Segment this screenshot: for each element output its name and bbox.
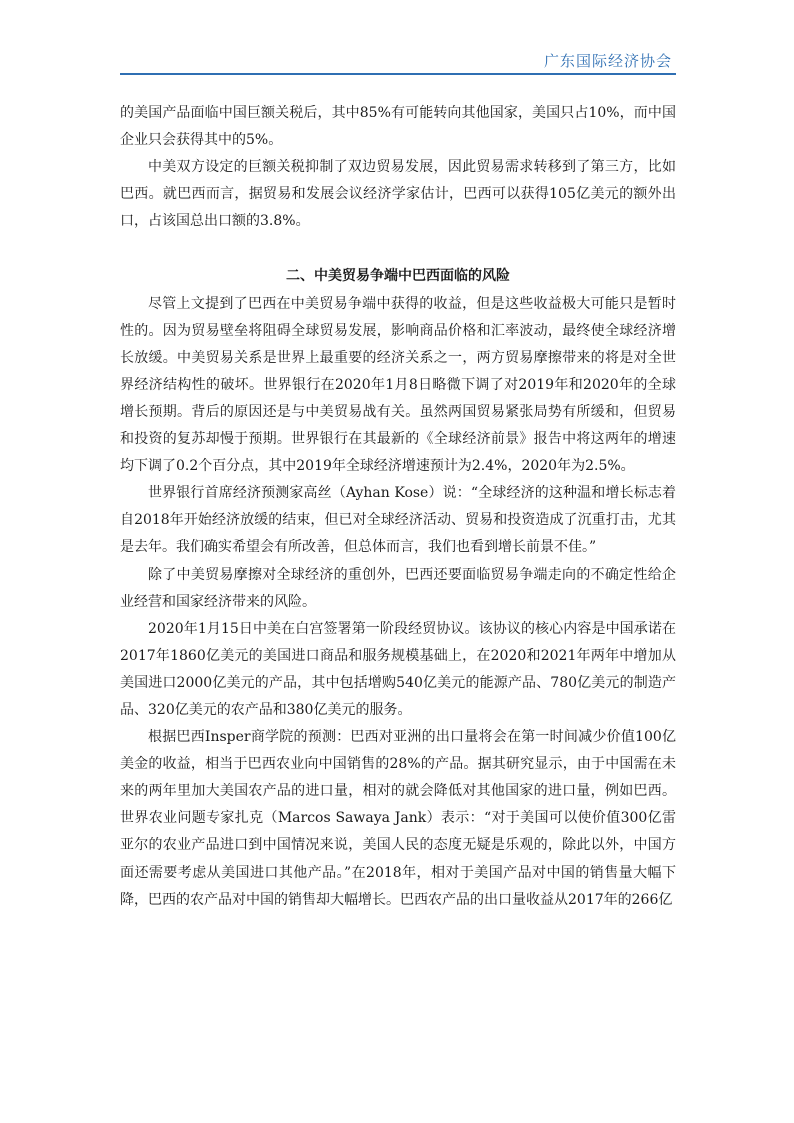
section-spacer xyxy=(120,235,676,263)
paragraph-phase-one-deal: 2020年1月15日中美在白宫签署第一阶段经贸协议。该协议的核心内容是中国承诺在2017年1860亿美元的美国进口商品和服务规模基础上，在2020和2021年两年中增加从美国进口2000亿美元的产品，其中包括增购540亿美元的能源产品、780亿美元的制造产品、320亿美元的农产品和380亿美元的服务。 xyxy=(120,620,676,718)
header-divider xyxy=(120,73,676,75)
paragraph-continued: 的美国产品面临中国巨额关税后，其中85%有可能转向其他国家，美国只占10%，而中国企业只会获得其中的5%。 xyxy=(120,105,676,149)
paragraph-world-bank-quote: 世界银行首席经济预测家高丝（Ayhan Kose）说：“全球经济的这种温和增长标志着自2018年开始经济放缓的结束，但已对全球经济活动、贸易和投资造成了沉重打击，尤其是去年。我们确实希望会有所改善，但总体而言，我们也看到增长前景不佳。” xyxy=(120,485,676,556)
header-org-name: 广东国际经济协会 xyxy=(543,52,672,70)
paragraph-uncertainty-risk: 除了中美贸易摩擦对全球经济的重创外，巴西还要面临贸易争端走向的不确定性给企业经营和国家经济带来的风险。 xyxy=(120,566,676,610)
section-heading: 二、中美贸易争端中巴西面临的风险 xyxy=(286,268,510,285)
page-header xyxy=(120,44,676,74)
paragraph-trade-diversion: 中美双方设定的巨额关税抑制了双边贸易发展，因此贸易需求转移到了第三方，比如巴西。就巴西而言，据贸易和发展会议经济学家估计，巴西可以获得105亿美元的额外出口，占该国总出口额的3.8%。 xyxy=(120,159,676,230)
paragraph-insper-forecast: 根据巴西Insper商学院的预测：巴西对亚洲的出口量将会在第一时间减少价值100亿美金的收益，相当于巴西农业向中国销售的28%的产品。据其研究显示，由于中国需在未来的两年里加大美国农产品的进口量，相对的就会降低对其他国家的进口量，例如巴西。世界农业问题专家扎克（Marcos Sawaya Jank）表示：“对于美国可以使价值300亿雷亚尔的农业产品进口到中国情况来说，美国人民的态度无疑是乐观的，除此以外，中国方面还需要考虑从美国进口其他产品。”在2018年，相对于美国产品对中国的销售量大幅下降，巴西的农产品对中国的销售却大幅增长。巴西农产品的出口量收益从2017年的266亿 xyxy=(120,729,676,908)
document-body xyxy=(120,100,676,914)
paragraph-temporary-gains: 尽管上文提到了巴西在中美贸易争端中获得的收益，但是这些收益极大可能只是暂时性的。因为贸易壁垒将阻碍全球贸易发展，影响商品价格和汇率波动，最终使全球经济增长放缓。中美贸易关系是世界上最重要的经济关系之一，两方贸易摩擦带来的将是对全世界经济结构性的破坏。世界银行在2020年1月8日略微下调了对2019年和2020年的全球增长预期。背后的原因还是与中美贸易战有关。虽然两国贸易紧张局势有所缓和，但贸易和投资的复苏却慢于预期。世界银行在其最新的《全球经济前景》报告中将这两年的增速均下调了0.2个百分点，其中2019年全球经济增速预计为2.4%，2020年为2.5%。 xyxy=(120,295,676,475)
